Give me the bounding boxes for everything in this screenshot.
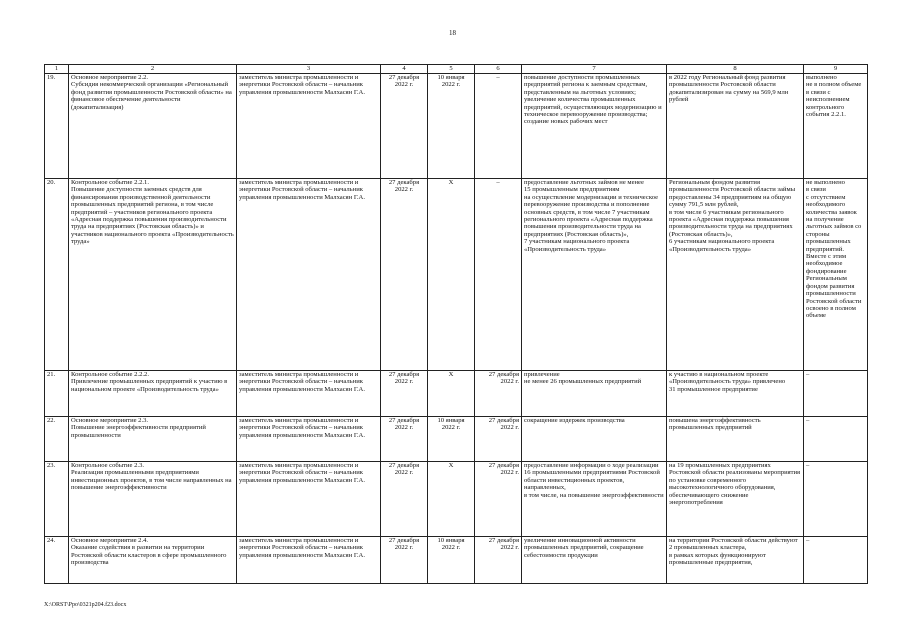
event-name: Основное мероприятие 2.3. Повышение энергоэффективности предприятий промышленности [69,417,237,462]
table-row [45,371,868,417]
column-number: 4 [381,65,428,74]
column-number: 8 [667,65,804,74]
planned-result: предоставление информации о ходе реализации 16 промышленными предприятиями Ростовской области инвестиционных проектов, направленных, в том числе, на повышение энергоэффективности [522,462,667,537]
event-name: Контрольное событие 2.2.1. Повышение доступности заемных средств для финансирования производственной деятельности промышленных предприятий региона, в том числе предприятий – участников регионального проекта «Адресная поддержка повышения производительности труда на предприятиях (Ростовская область)» и участников национального проекта «Производительность труда» [69,179,237,371]
actual-result: на 19 промышленных предприятиях Ростовской области реализованы мероприятия по установке современного высокотехнологичного оборудования, обеспечивающего снижение энергопотребления [667,462,804,537]
planned-result: предоставление льготных займов не менее 15 промышленным предприятиям на осуществление модернизации и техническое перевооружение производства и пополнение основных средств, в том числе 7 участникам регионального проекта «Адресная поддержка повышения производительности труда на предприятиях (Ростовская область)», 7 участникам национального проекта «Производительность труда» [522,179,667,371]
table-row [45,417,868,462]
start-date: 27 декабря 2022 г. [381,417,428,462]
start-date: 27 декабря 2022 г. [381,537,428,584]
actual-result: на территории Ростовской области действуют 2 промышленных кластера, в рамках которых функционируют промышленные предприятия, [667,537,804,584]
actual-result: повышена энергоэффективность промышленных предприятий [667,417,804,462]
file-path-footer: X:\ORST\Ppo\0321p204.f23.docx [44,602,127,608]
status-note: – [804,462,868,537]
status-note: – [804,417,868,462]
responsible-person: заместитель министра промышленности и энергетики Ростовской области – начальник управления промышленности Малхасян Г.А. [237,371,381,417]
row-number: 24. [45,537,69,584]
column-number: 7 [522,65,667,74]
planned-end-date: 10 января 2022 г. [428,417,475,462]
responsible-person: заместитель министра промышленности и энергетики Ростовской области – начальник управления промышленности Малхасян Г.А. [237,537,381,584]
row-number: 22. [45,417,69,462]
start-date: 27 декабря 2022 г. [381,371,428,417]
start-date: 27 декабря 2022 г. [381,179,428,371]
event-name: Основное мероприятие 2.2. Субсидия некоммерческой организации «Региональный фонд развития промышленности Ростовской области» на финансовое обеспечение деятельности (докапитализация) [69,74,237,179]
event-name: Основное мероприятие 2.4. Оказание содействия в развитии на территории Ростовской области кластеров в сфере промышленного производства [69,537,237,584]
row-number: 19. [45,74,69,179]
column-number: 2 [69,65,237,74]
responsible-person: заместитель министра промышленности и энергетики Ростовской области – начальник управления промышленности Малхасян Г.А. [237,462,381,537]
event-name: Контрольное событие 2.2.2. Привлечение промышленных предприятий к участию в национальном проекте «Производительность труда» [69,371,237,417]
start-date: 27 декабря 2022 г. [381,74,428,179]
table-row [45,462,868,537]
column-number: 3 [237,65,381,74]
responsible-person: заместитель министра промышленности и энергетики Ростовской области – начальник управления промышленности Малхасян Г.А. [237,74,381,179]
responsible-person: заместитель министра промышленности и энергетики Ростовской области – начальник управления промышленности Малхасян Г.А. [237,179,381,371]
row-number: 23. [45,462,69,537]
actual-end-date: – [475,179,522,371]
table-row [45,537,868,584]
column-number: 9 [804,65,868,74]
column-number: 6 [475,65,522,74]
planned-end-date: X [428,179,475,371]
planned-result: увеличение инновационной активности промышленных предприятий, сокращение себестоимости продукции [522,537,667,584]
event-name: Контрольное событие 2.3. Реализация промышленными предприятиями инвестиционных проектов, в том числе направленных на повышение энергоэффективности [69,462,237,537]
status-note: – [804,371,868,417]
status-note: – [804,537,868,584]
actual-result: к участию в национальном проекте «Производительность труда» привлечено 31 промышленное предприятие [667,371,804,417]
responsible-person: заместитель министра промышленности и энергетики Ростовской области – начальник управления промышленности Малхасян Г.А. [237,417,381,462]
planned-end-date: X [428,462,475,537]
status-note: не выполнено в связи с отсутствием необходимого количества заявок на получение льготных займов со стороны промышленных предприятий. Вместе с этим необходимое фондирование Региональным фондом развития промышленности Ростовской области освоено в полном объеме [804,179,868,371]
actual-end-date: – [475,74,522,179]
status-note: выполнено не в полном объеме в связи с неисполнением контрольного события 2.2.1. [804,74,868,179]
start-date: 27 декабря 2022 г. [381,462,428,537]
planned-end-date: X [428,371,475,417]
planned-result: повышение доступности промышленных предприятий региона к заемным средствам, представленным на льготных условиях; увеличение количества промышленных предприятий, осуществляющих модернизацию и техническое перевооружение производства; создание новых рабочих мест [522,74,667,179]
actual-result: Региональным фондом развития промышленности Ростовской области займы предоставлены 34 предприятиям на общую сумму 791,5 млн рублей, в том числе 6 участникам регионального проекта «Адресная поддержка повышения производительности труда на предприятиях (Ростовская область)», 6 участникам национального проекта «Производительность труда» [667,179,804,371]
planned-end-date: 10 января 2022 г. [428,74,475,179]
row-number: 21. [45,371,69,417]
actual-end-date: 27 декабря 2022 г. [475,537,522,584]
row-number: 20. [45,179,69,371]
actual-result: в 2022 году Региональный фонд развития промышленности Ростовской области докапитализирован на сумму на 569,9 млн рублей [667,74,804,179]
column-number: 5 [428,65,475,74]
planned-end-date: 10 января 2022 г. [428,537,475,584]
actual-end-date: 27 декабря 2022 г. [475,371,522,417]
planned-result: привлечение не менее 26 промышленных предприятий [522,371,667,417]
actual-end-date: 27 декабря 2022 г. [475,462,522,537]
column-number-row [45,65,868,74]
table-row [45,74,868,179]
report-table [44,64,868,584]
planned-result: сокращение издержек производства [522,417,667,462]
page-number: 18 [449,29,456,37]
column-number: 1 [45,65,69,74]
actual-end-date: 27 декабря 2022 г. [475,417,522,462]
table-row [45,179,868,371]
